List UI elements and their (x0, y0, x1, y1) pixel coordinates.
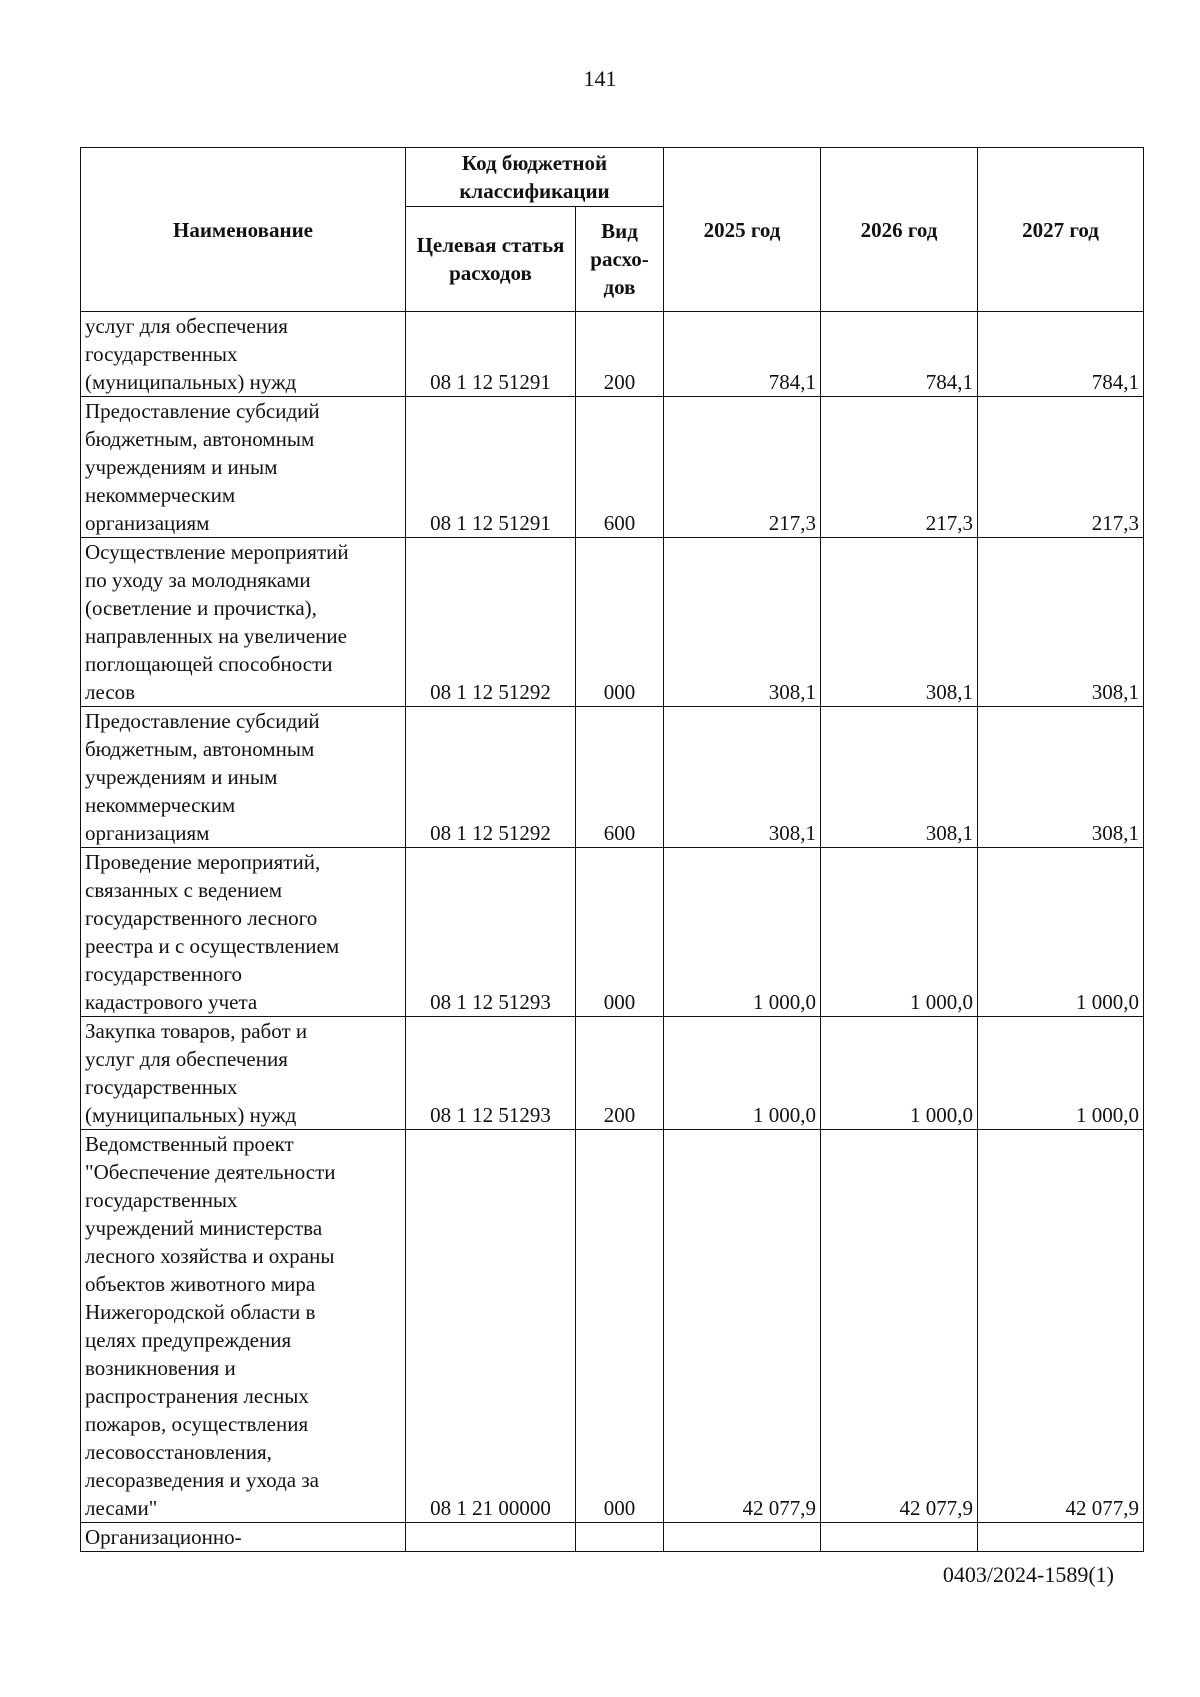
row-value-2026: 308,1 (821, 707, 978, 848)
row-value-2027: 217,3 (978, 397, 1144, 538)
row-name-line: по уходу за молодняками (85, 568, 311, 592)
row-name-line: (муниципальных) нужд (85, 1103, 297, 1127)
row-name-line: бюджетным, автономным (85, 737, 315, 761)
header-2025: 2025 год (664, 148, 821, 312)
row-value-2025: 784,1 (664, 312, 821, 397)
row-name (81, 1130, 406, 1523)
row-name-line: пожаров, осуществления (85, 1412, 309, 1436)
empty-cell (978, 1523, 1144, 1552)
row-expense-type: 600 (576, 397, 664, 538)
table-row (81, 397, 1144, 538)
row-name-line: учреждениям и иным (85, 765, 278, 789)
row-target-article: 08 1 12 51292 (406, 538, 576, 707)
row-name-line: Предоставление субсидий (85, 399, 320, 423)
row-name-line: организациям (85, 821, 210, 845)
table-row (81, 848, 1144, 1017)
row-expense-type: 000 (576, 538, 664, 707)
row-name-line: государственного лесного (85, 906, 318, 930)
row-name (81, 312, 406, 397)
row-name-line: целях предупреждения (85, 1328, 292, 1352)
row-name-line: возникновения и (85, 1356, 236, 1380)
row-name-line: лесовосстановления, (85, 1440, 272, 1464)
row-value-2025: 42 077,9 (664, 1130, 821, 1523)
row-target-article: 08 1 12 51293 (406, 848, 576, 1017)
row-value-2025: 1 000,0 (664, 848, 821, 1017)
document-code: 0403/2024-1589(1) (942, 1562, 1114, 1587)
row-value-2026: 1 000,0 (821, 1017, 978, 1130)
row-name-line: реестра и с осуществлением (85, 934, 340, 958)
row-name-line: "Обеспечение деятельности (85, 1160, 336, 1184)
row-name-line: Предоставление субсидий (85, 709, 320, 733)
row-name-line: лесами" (85, 1496, 158, 1520)
row-name-line: (осветление и прочистка), (85, 596, 317, 620)
row-name (81, 1017, 406, 1130)
row-expense-type: 000 (576, 848, 664, 1017)
row-expense-type: 000 (576, 1130, 664, 1523)
row-name-line: поглощающей способности (85, 652, 333, 676)
table-header-row (81, 148, 1144, 207)
row-value-2027: 784,1 (978, 312, 1144, 397)
table-row (81, 1017, 1144, 1130)
row-value-2025: 217,3 (664, 397, 821, 538)
empty-cell (576, 1523, 664, 1552)
row-value-2027: 308,1 (978, 538, 1144, 707)
row-value-2025: 308,1 (664, 538, 821, 707)
header-target-article: Целевая статья расходов (406, 207, 576, 312)
page-number: 141 (583, 66, 617, 91)
row-value-2026: 1 000,0 (821, 848, 978, 1017)
row-value-2025: 308,1 (664, 707, 821, 848)
row-name-line: лесоразведения и ухода за (85, 1468, 319, 1492)
row-name-line: Закупка товаров, работ и (85, 1019, 308, 1043)
row-target-article: 08 1 12 51293 (406, 1017, 576, 1130)
row-value-2026: 217,3 (821, 397, 978, 538)
table-row (81, 538, 1144, 707)
row-name-line: объектов животного мира (85, 1272, 316, 1296)
row-name (81, 397, 406, 538)
header-2026: 2026 год (821, 148, 978, 312)
row-expense-type: 200 (576, 1017, 664, 1130)
row-name-line: бюджетным, автономным (85, 427, 315, 451)
row-name-line: услуг для обеспечения (85, 314, 288, 338)
row-name-line: Нижегородской области в (85, 1300, 316, 1324)
row-value-2027: 1 000,0 (978, 1017, 1144, 1130)
row-name-line: государственного (85, 962, 243, 986)
header-kbk: Код бюджетной классификации (406, 148, 664, 207)
row-name-line: распространения лесных (85, 1384, 309, 1408)
row-name-line: государственных (85, 1075, 238, 1099)
table-row (81, 312, 1144, 397)
row-name (81, 538, 406, 707)
row-name-line: некоммерческим (85, 483, 236, 507)
header-2027: 2027 год (978, 148, 1144, 312)
row-value-2025: 1 000,0 (664, 1017, 821, 1130)
row-expense-type: 200 (576, 312, 664, 397)
row-target-article: 08 1 12 51291 (406, 397, 576, 538)
header-name: Наименование (81, 148, 406, 312)
row-name-line: государственных (85, 342, 238, 366)
row-target-article: 08 1 21 00000 (406, 1130, 576, 1523)
row-value-2026: 308,1 (821, 538, 978, 707)
row-value-2027: 1 000,0 (978, 848, 1144, 1017)
row-expense-type: 600 (576, 707, 664, 848)
empty-cell (406, 1523, 576, 1552)
row-name-line: Проведение мероприятий, (85, 850, 321, 874)
row-name-line: лесов (85, 680, 136, 704)
header-expense-type: Вид расхо-дов (576, 207, 664, 312)
row-name-line: (муниципальных) нужд (85, 370, 297, 394)
row-name-line: кадастрового учета (85, 990, 258, 1014)
table-row (81, 707, 1144, 848)
row-value-2026: 784,1 (821, 312, 978, 397)
row-name: Организационно- (81, 1523, 406, 1552)
table-row (81, 1130, 1144, 1523)
row-name-line: Осуществление мероприятий (85, 540, 349, 564)
row-name-line: государственных (85, 1188, 238, 1212)
empty-cell (821, 1523, 978, 1552)
row-value-2026: 42 077,9 (821, 1130, 978, 1523)
row-name-line: некоммерческим (85, 793, 236, 817)
row-name-line: лесного хозяйства и охраны (85, 1244, 335, 1268)
table-row-continued (81, 1523, 1144, 1552)
row-target-article: 08 1 12 51291 (406, 312, 576, 397)
budget-table (80, 147, 1144, 1552)
row-value-2027: 42 077,9 (978, 1130, 1144, 1523)
table-body (81, 312, 1144, 1552)
row-name-line: услуг для обеспечения (85, 1047, 288, 1071)
empty-cell (664, 1523, 821, 1552)
row-name (81, 707, 406, 848)
row-name-line: учреждениям и иным (85, 455, 278, 479)
row-name-line: организациям (85, 511, 210, 535)
row-name-line: связанных с ведением (85, 878, 283, 902)
row-name-line: направленных на увеличение (85, 624, 347, 648)
row-value-2027: 308,1 (978, 707, 1144, 848)
row-name (81, 848, 406, 1017)
row-name-line: учреждений министерства (85, 1216, 323, 1240)
row-name-line: Ведомственный проект (85, 1132, 294, 1156)
row-target-article: 08 1 12 51292 (406, 707, 576, 848)
